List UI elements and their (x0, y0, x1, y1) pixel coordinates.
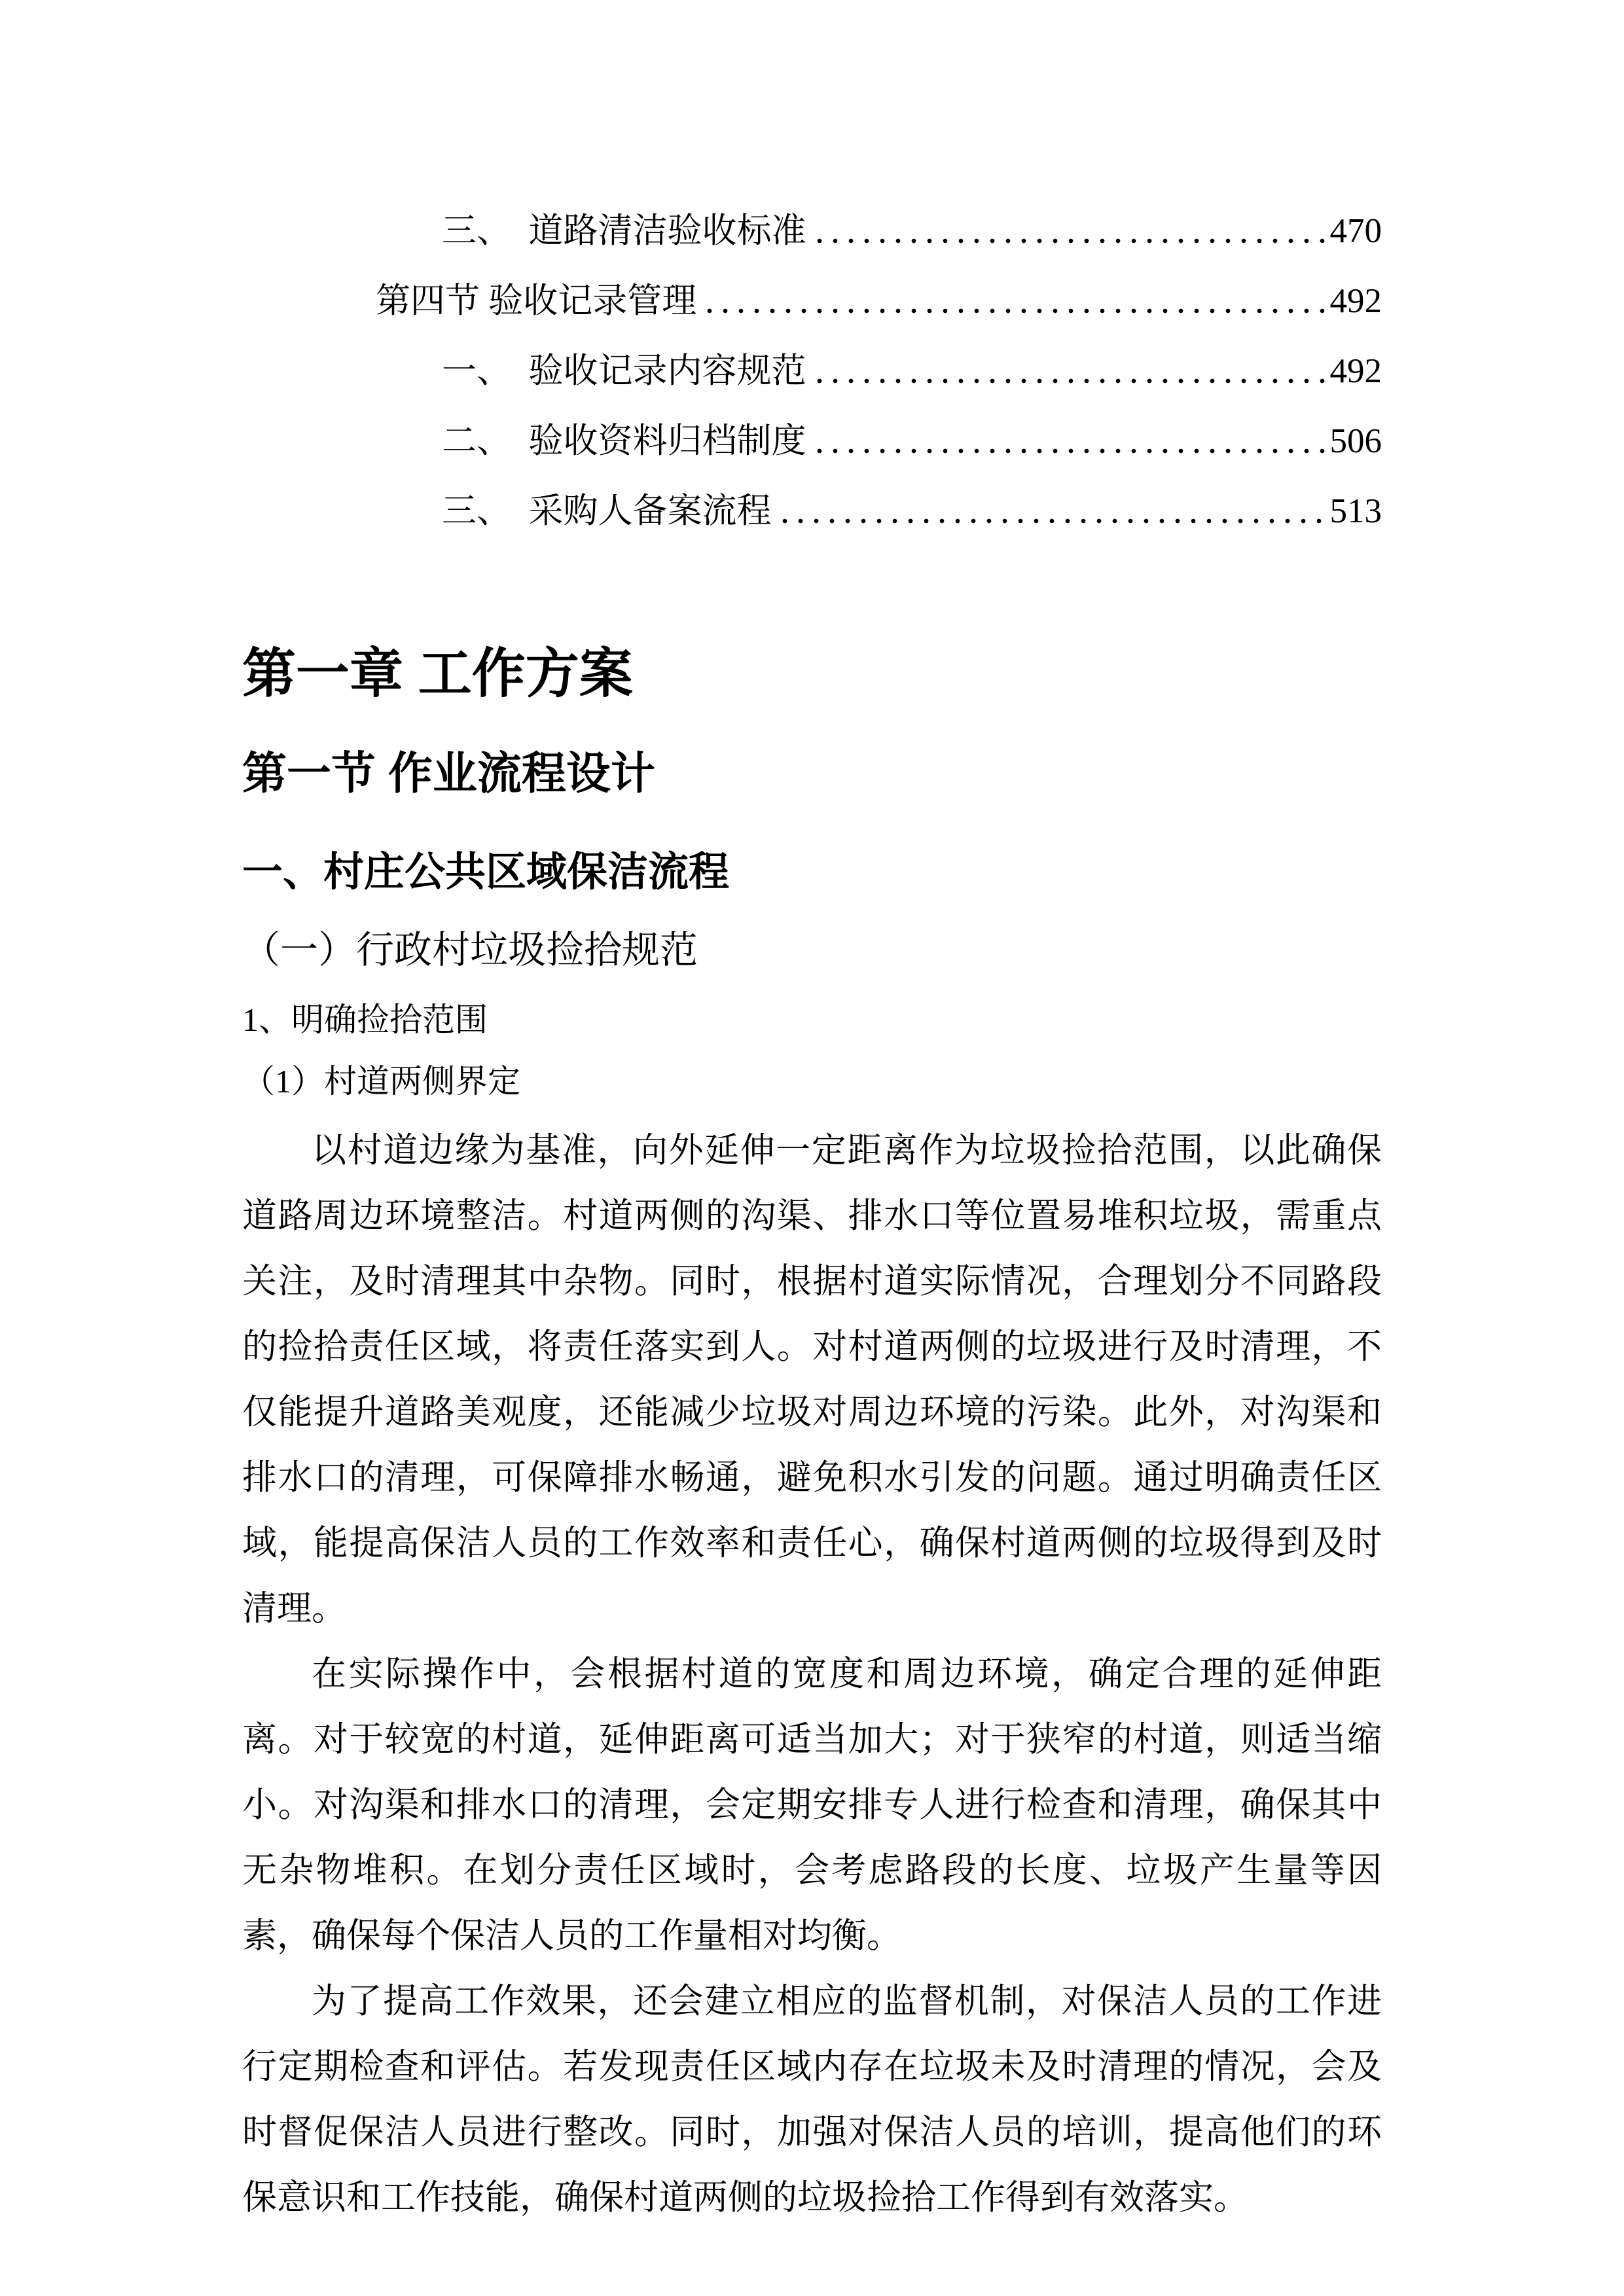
toc-page-number: 513 (1329, 492, 1382, 530)
toc-entry (242, 266, 1382, 336)
chapter-heading: 第一章 工作方案 (242, 644, 633, 704)
toc-dot-leader (777, 476, 1325, 547)
paragraph: 在实际操作中，会根据村道的宽度和周边环境，确定合理的延伸距离。对于较宽的村道，延伸距离可适当加大；对于狭窄的村道，则适当缩小。对沟渠和排水口的清理，会定期安排专人进行检查和清理，确保其中无杂物堆积。在划分责任区域时，会考虑路段的长度、垃圾产生量等因素，确保每个保洁人员的工作量相对均衡。 (242, 1655, 1382, 1956)
table-of-contents (242, 196, 1382, 547)
toc-entry-label: 第四节 验收记录管理 (376, 282, 697, 320)
toc-dot-leader (812, 406, 1325, 476)
subsection-heading-level2: （一）行政村垃圾捡拾规范 (242, 928, 698, 971)
body-text (242, 1118, 1382, 2231)
toc-entry-label: 二、 验收资料归档制度 (442, 422, 806, 460)
section-heading: 第一节 作业流程设计 (242, 749, 655, 799)
toc-entry (242, 196, 1382, 266)
toc-dot-leader (812, 196, 1325, 266)
paragraph: 为了提高工作效果，还会建立相应的监督机制，对保洁人员的工作进行定期检查和评估。若发现责任区域内存在垃圾未及时清理的情况，会及时督促保洁人员进行整改。同时，加强对保洁人员的培训，提高他们的环保意识和工作技能，确保村道两侧的垃圾捡拾工作得到有效落实。 (242, 1982, 1382, 2217)
subsection-heading-level3: 1、明确捡拾范围 (242, 1001, 488, 1039)
toc-entry (242, 336, 1382, 406)
toc-page-number: 470 (1329, 212, 1382, 250)
toc-entry-label: 三、 采购人备案流程 (442, 492, 772, 530)
toc-entry (242, 476, 1382, 547)
subsection-heading-level1: 一、村庄公共区域保洁流程 (242, 850, 730, 895)
paragraph: 以村道边缘为基准，向外延伸一定距离作为垃圾捡拾范围，以此确保道路周边环境整洁。村道两侧的沟渠、排水口等位置易堆积垃圾，需重点关注，及时清理其中杂物。同时，根据村道实际情况，合理划分不同路段的捡拾责任区域，将责任落实到人。对村道两侧的垃圾进行及时清理，不仅能提升道路美观度，还能减少垃圾对周边环境的污染。此外，对沟渠和排水口的清理，可保障排水畅通，避免积水引发的问题。通过明确责任区域，能提高保洁人员的工作效率和责任心，确保村道两侧的垃圾得到及时清理。 (242, 1132, 1382, 1628)
toc-entry-label: 三、 道路清洁验收标准 (442, 212, 806, 250)
toc-page-number: 506 (1329, 422, 1382, 460)
toc-dot-leader (702, 266, 1324, 336)
toc-entry (242, 406, 1382, 476)
toc-page-number: 492 (1329, 352, 1382, 390)
toc-entry-label: 一、 验收记录内容规范 (442, 352, 806, 390)
toc-dot-leader (812, 336, 1325, 406)
toc-page-number: 492 (1329, 282, 1382, 320)
subsection-heading-level4: （1）村道两侧界定 (242, 1063, 520, 1100)
